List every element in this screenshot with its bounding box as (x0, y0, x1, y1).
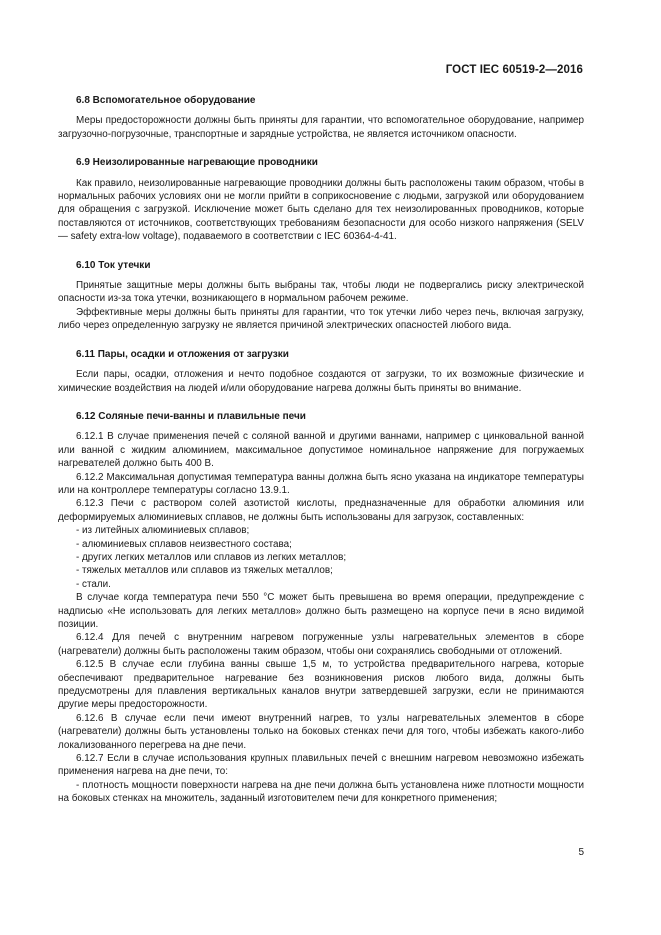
clause-6-12-7: 6.12.7 Если в случае использования крупных плавильных печей с внешним нагревом невозможно избежать применения нагрева на дне печи, то: (58, 753, 584, 778)
paragraph: Принятые защитные меры должны быть выбраны так, чтобы люди не подвергались риску электрической опасности из-за тока утечки, возникающего в нормальном рабочем режиме. (58, 280, 584, 305)
list-item: - стали. (76, 578, 111, 590)
clause-6-12-2: 6.12.2 Максимальная допустимая температура ванны должна быть ясно указана на индикаторе температуры или на контроллере температуры согласно 13.9.1. (58, 471, 584, 496)
clause-6-12-5: 6.12.5 В случае если глубина ванны свыше 1,5 м, то устройства предварительного нагрева, которые обеспечивают предварительное нагревание без возникновения рисков любого вида, должны быть предусмотрены для плавления вертикальных каналов внутри затвердевшей загрузки, если не принимаются другие меры предосторожности. (58, 659, 584, 711)
section-heading-6-8: 6.8 Вспомогательное оборудование (76, 95, 256, 106)
paragraph: - плотность мощности поверхности нагрева на дне печи должна быть установлена ниже плотности мощности на боковых стенках на множитель, заданный изготовителем печи для конкретного применения; (58, 779, 584, 805)
clause-6-12-4: 6.12.4 Для печей с внутренним нагревом погруженные узлы нагревательных элементов в сборе (нагреватели) должны быть расположены таким образом, чтобы они сохранялись свободными от отложений. (58, 632, 584, 657)
list-item: - тяжелых металлов или сплавов из тяжелых металлов; (76, 565, 333, 577)
clause-6-12-1: 6.12.1 В случае применения печей с соляной ванной и другими ваннами, например с цинковальной ванной или ванной с жидким алюминием, максимальное допустимое номинальное напряжение для погружаемых нагревателей должно быть 400 В. (58, 431, 584, 470)
standard-code-header: ГОСТ IEC 60519-2—2016 (445, 64, 583, 76)
document-body (58, 88, 584, 806)
paragraph: Эффективные меры должны быть приняты для гарантии, что ток утечки либо через печь, включая загрузку, либо через определенную загрузку не является причиной электрических опасностей любого вида. (58, 306, 584, 332)
page-number: 5 (578, 847, 584, 858)
clause-6-12-3: 6.12.3 Печи с раствором солей азотистой кислоты, предназначенные для обработки алюминия или деформируемых алюминиевых сплавов, не должны быть использованы для загрузок, составленных: (58, 498, 584, 523)
paragraph: Если пары, осадки, отложения и нечто подобное создаются от загрузки, то их возможные физические и химические воздействия на людей и/или оборудование нагрева должны быть приняты во внимание. (58, 369, 584, 394)
section-heading-6-12: 6.12 Соляные печи-ванны и плавильные печи (76, 410, 306, 422)
section-heading-6-11: 6.11 Пары, осадки и отложения от загрузки (76, 348, 289, 360)
clause-6-12-6: 6.12.6 В случае если печи имеют внутренний нагрев, то узлы нагревательных элементов в сборе (нагреватели) должны быть установлены только на боковых стенках печи для того, чтобы избежать какого-либо локализованного перегрева на дне печи. (58, 712, 584, 751)
paragraph: Как правило, неизолированные нагревающие проводники должны быть расположены таким образом, чтобы в нормальных рабочих условиях они не могли прийти в соприкосновение с людьми, загрузкой или оборудованием для обращения с загрузкой. Исключение может быть сделано для тех неизолированных проводников, которые поставляются от источников, соответствующих требованиям безопасности для особо низкого напряжения (SELV — safety extra-low voltage), подаваемого в соответствии с IEC 60364-4-41. (58, 177, 584, 243)
list-item: - алюминиевых сплавов неизвестного состава; (76, 538, 292, 550)
section-heading-6-10: 6.10 Ток утечки (76, 259, 151, 271)
list-item: - других легких металлов или сплавов из легких металлов; (76, 551, 347, 563)
paragraph: В случае когда температура печи 550 °С может быть превышена во время операции, предупреждение с надписью «Не использовать для легких металлов» должно быть размещено на корпусе печи в ясно видимой позиции. (58, 592, 584, 630)
paragraph: Меры предосторожности должны быть приняты для гарантии, что вспомогательное оборудование, например загрузочно-погрузочные, транспортные и зарядные устройства, не является источником опасности. (58, 115, 584, 140)
section-heading-6-9: 6.9 Неизолированные нагревающие проводники (76, 157, 318, 169)
list-item: - из литейных алюминиевых сплавов; (76, 525, 250, 537)
